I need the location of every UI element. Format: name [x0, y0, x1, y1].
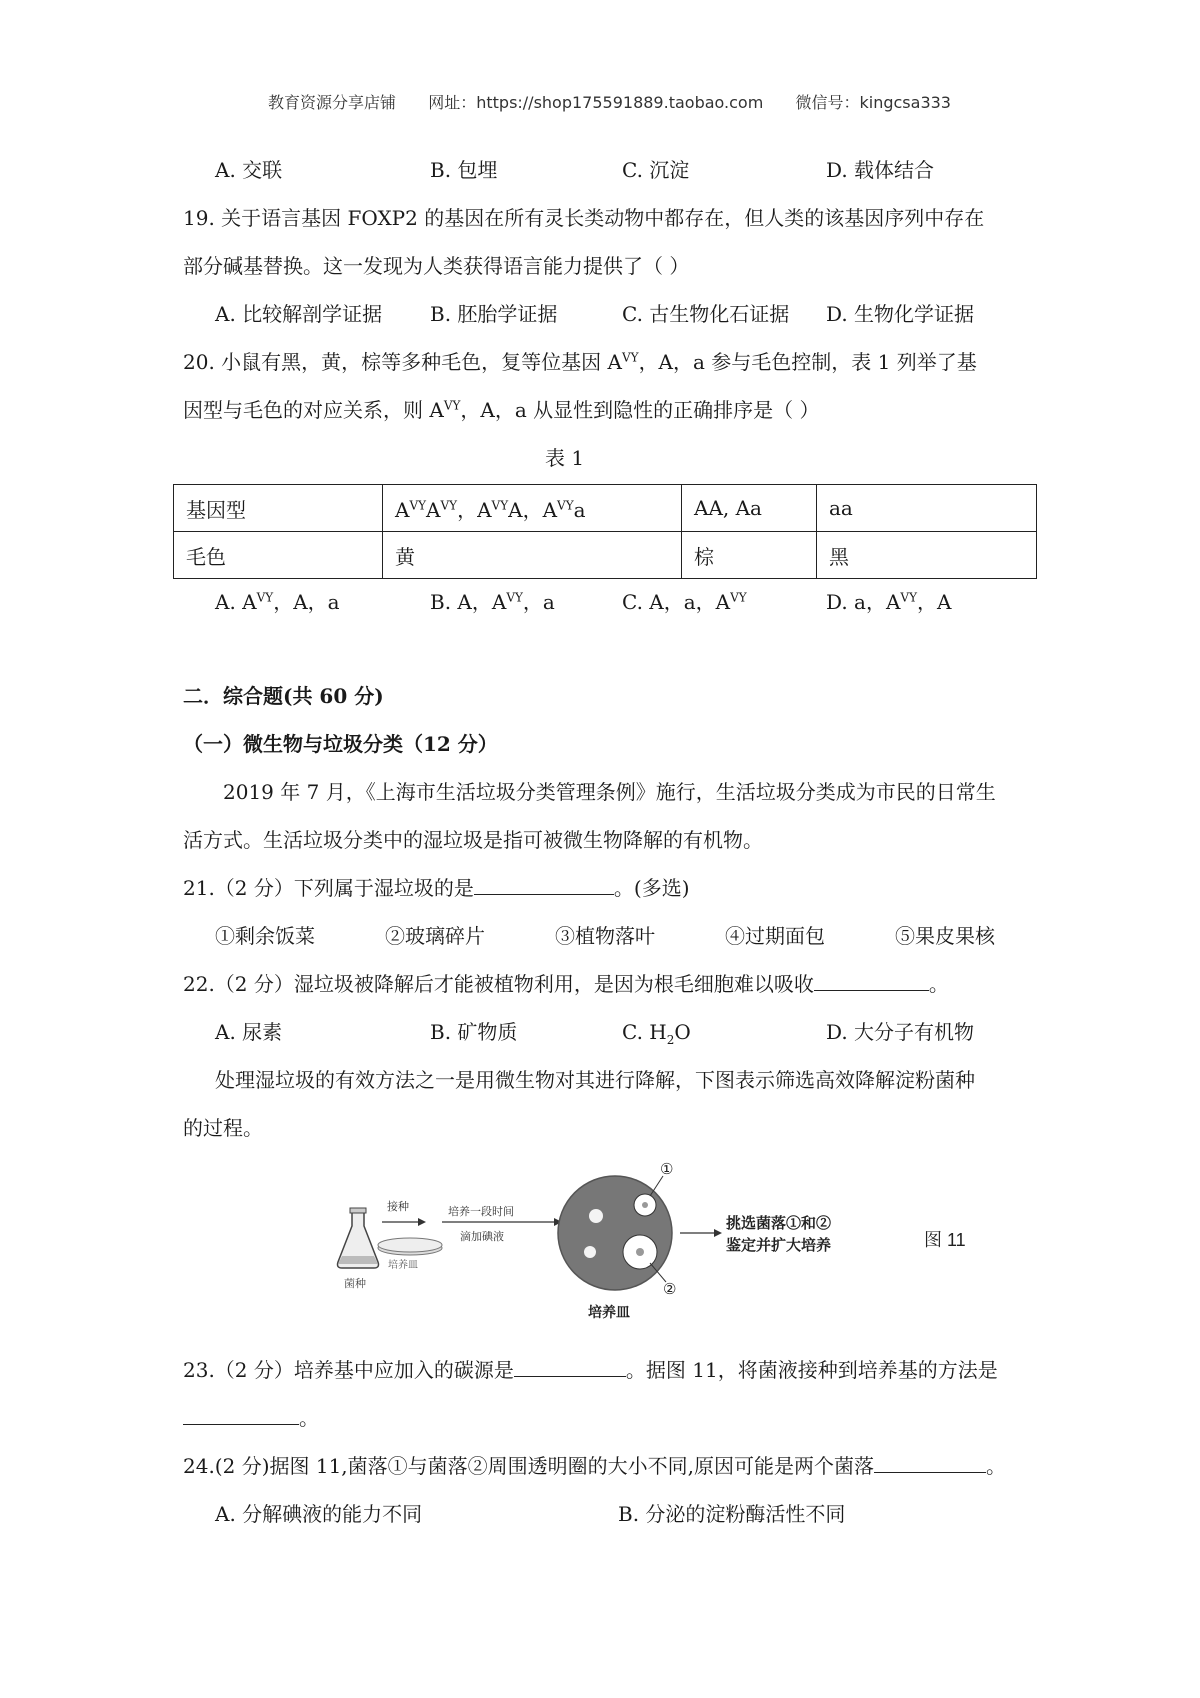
cell-genotype-yellow: $A^{VY}A^{VY}$，$A^{VY}A$，$A^{VY}a$	[383, 485, 682, 532]
inoculate-label: 接种	[387, 1200, 409, 1213]
paragraph-line2: 的过程。	[183, 1116, 263, 1140]
q21-question: 21.（2 分）下列属于湿垃圾的是 。(多选)	[183, 876, 690, 900]
figure-caption: 图 11	[924, 1230, 966, 1250]
cell-genotype-brown: AA, Aa	[682, 485, 817, 532]
q19-option-a: A. 比较解剖学证据	[215, 302, 383, 326]
q22-option-a: A. 尿素	[215, 1020, 283, 1044]
q20-line2: 因型与毛色的对应关系，则 $A^{VY}$，A，a 从显性到隐性的正确排序是（ ）	[183, 398, 820, 422]
colony-marker-1: ①	[660, 1160, 674, 1178]
q22-question: 22.（2 分）湿垃圾被降解后才能被植物利用，是因为根毛细胞难以吸收 。	[183, 972, 949, 996]
q19-option-c: C. 古生物化石证据	[622, 302, 790, 326]
section2-title: 二．综合题(共 60 分)	[183, 684, 384, 708]
cell-color-brown: 棕	[682, 532, 817, 579]
cell-color-yellow: 黄	[383, 532, 682, 579]
q21-option-3: ③植物落叶	[555, 924, 655, 948]
q18-option-c: C. 沉淀	[622, 158, 690, 182]
wechat-label: 微信号：	[795, 93, 860, 112]
culture-dish-caption: 培养皿	[588, 1305, 630, 1321]
q18-option-d: D. 载体结合	[826, 158, 935, 182]
part1-title: （一）微生物与垃圾分类（12 分）	[183, 732, 498, 756]
q21-option-5: ⑤果皮果核	[895, 924, 995, 948]
genotype-table	[173, 484, 1037, 579]
q20-line1: 20. 小鼠有黑，黄，棕等多种毛色，复等位基因 $A^{VY}$，A，a 参与毛色控制，表 1 列举了基	[183, 350, 977, 374]
table-row	[174, 532, 1037, 579]
q20-option-b: B. A，$A^{VY}$，a	[430, 590, 555, 614]
q21-option-2: ②玻璃碎片	[385, 924, 485, 948]
q19-line1: 19. 关于语言基因 FOXP2 的基因在所有灵长类动物中都存在，但人类的该基因序列中存在	[183, 206, 985, 230]
small-dish-label: 培养皿	[388, 1260, 418, 1271]
q22-option-d: D. 大分子有机物	[826, 1020, 975, 1044]
dish-icon	[378, 1238, 442, 1255]
intro-line2: 活方式。生活垃圾分类中的湿垃圾是指可被微生物降解的有机物。	[183, 828, 763, 852]
q18-option-b: B. 包埋	[430, 158, 498, 182]
url-label: 网址：	[428, 93, 477, 112]
q21-option-1: ①剩余饭菜	[215, 924, 315, 948]
colony-marker-2: ②	[663, 1280, 677, 1298]
answer-blank[interactable]	[474, 874, 614, 895]
table-row	[174, 485, 1037, 532]
answer-blank[interactable]	[874, 1452, 986, 1473]
cell-color-black: 黑	[817, 532, 1037, 579]
q19-line2: 部分碱基替换。这一发现为人类获得语言能力提供了（ ）	[183, 254, 690, 278]
intro-line1: 2019 年 7 月，《上海市生活垃圾分类管理条例》施行，生活垃圾分类成为市民的日常生	[223, 780, 996, 804]
q20-option-d: D. a，$A^{VY}$，A	[826, 590, 952, 614]
table-title: 表 1	[545, 446, 585, 470]
culture-label: 培养一段时间	[448, 1205, 514, 1218]
cell-genotype-black: aa	[817, 485, 1037, 532]
flask-label: 菌种	[344, 1277, 366, 1290]
cell-genotype-label: 基因型	[174, 485, 383, 532]
q19-option-d: D. 生物化学证据	[826, 302, 975, 326]
q23-question-cont: 。	[183, 1404, 319, 1432]
q18-option-a: A. 交联	[215, 158, 283, 182]
q24-option-b: B. 分泌的淀粉酶活性不同	[618, 1502, 846, 1526]
figure-11	[330, 1160, 970, 1330]
q20-option-c: C. A，a，$A^{VY}$	[622, 590, 747, 614]
paragraph-line1: 处理湿垃圾的有效方法之一是用微生物对其进行降解，下图表示筛选高效降解淀粉菌种	[215, 1068, 975, 1092]
q20-option-a: A. $A^{VY}$，A，a	[215, 590, 340, 614]
wechat-id: kingcsa333	[859, 93, 951, 112]
q23-question: 23.（2 分）培养基中应加入的碳源是 。据图 11，将菌液接种到培养基的方法是	[183, 1358, 998, 1382]
q21-option-4: ④过期面包	[725, 924, 825, 948]
answer-blank[interactable]	[814, 970, 929, 991]
result-line2: 鉴定并扩大培养	[726, 1236, 832, 1254]
iodine-label: 滴加碘液	[460, 1230, 504, 1243]
answer-blank[interactable]	[514, 1356, 626, 1377]
answer-blank[interactable]	[183, 1404, 299, 1425]
shop-url[interactable]: https://shop175591889.taobao.com	[476, 93, 764, 112]
q24-question: 24.(2 分)据图 11,菌落①与菌落②周围透明圈的大小不同,原因可能是两个菌落 。	[183, 1454, 1007, 1478]
result-line1: 挑选菌落①和②	[726, 1214, 832, 1232]
page-header	[268, 90, 951, 113]
culture-dish	[558, 1176, 672, 1290]
q24-option-a: A. 分解碘液的能力不同	[215, 1502, 423, 1526]
cell-color-label: 毛色	[174, 532, 383, 579]
flask-icon	[338, 1208, 379, 1268]
q22-option-b: B. 矿物质	[430, 1020, 518, 1044]
shop-name: 教育资源分享店铺	[268, 93, 397, 112]
q22-option-c: C. $H_2O$	[622, 1020, 691, 1047]
q19-option-b: B. 胚胎学证据	[430, 302, 558, 326]
